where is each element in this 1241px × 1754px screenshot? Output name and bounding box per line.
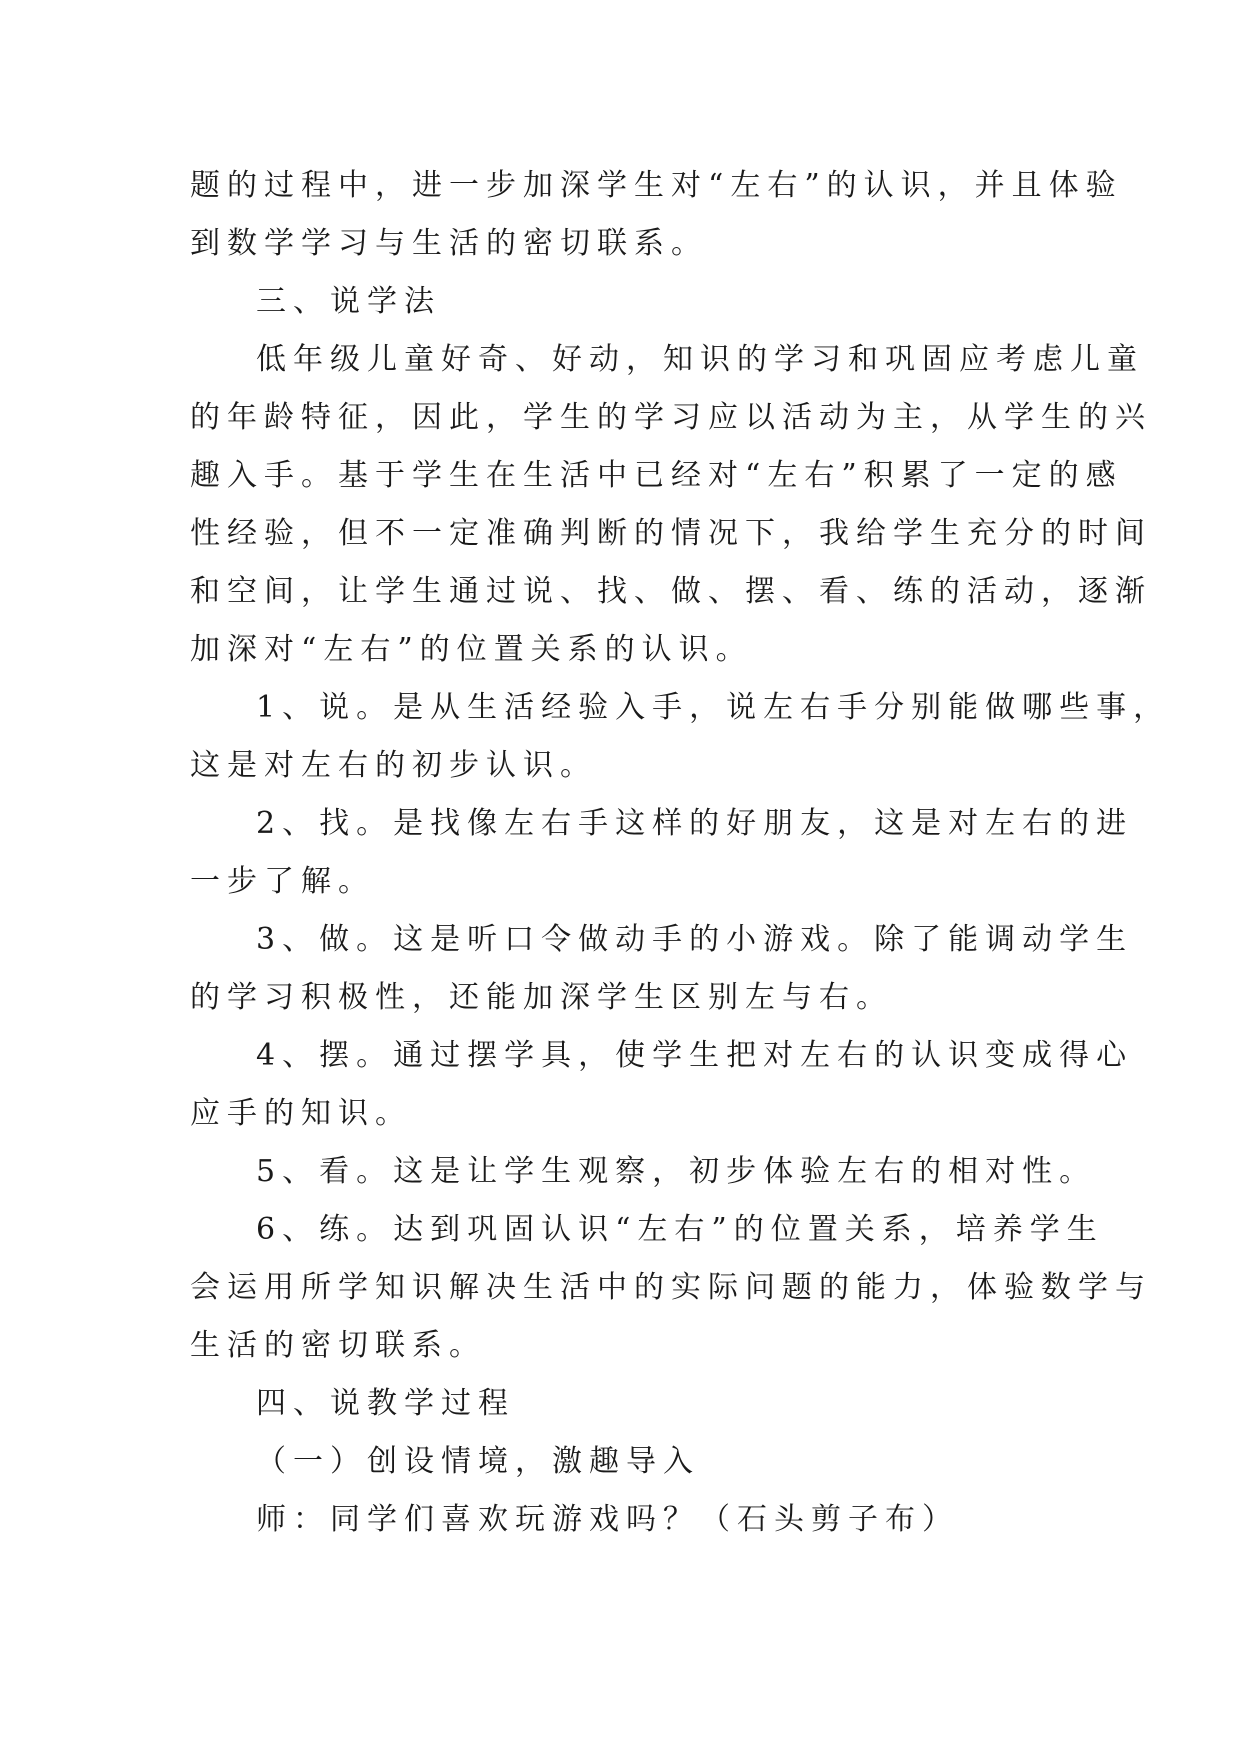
list-item: 3、做。这是听口令做动手的小游戏。除了能调动学生 [256,922,1134,957]
text-line: 生活的密切联系。 [190,1328,486,1363]
text-line: 的年龄特征，因此，学生的学习应以活动为主，从学生的兴 [190,400,1152,435]
text-line: 一步了解。 [190,864,375,899]
text-line: 师：同学们喜欢玩游戏吗？（石头剪子布） [256,1502,959,1537]
list-item: 6、练。达到巩固认识“左右”的位置关系，培养学生 [256,1212,1104,1247]
list-item: 1、说。是从生活经验入手，说左右手分别能做哪些事， [256,690,1171,725]
text-line: 和空间，让学生通过说、找、做、摆、看、练的活动，逐渐 [190,574,1152,609]
text-line: 的学习积极性，还能加深学生区别左与右。 [190,980,893,1015]
text-line: 低年级儿童好奇、好动，知识的学习和巩固应考虑儿童 [256,342,1144,377]
text-line: 加深对“左右”的位置关系的认识。 [190,632,753,667]
text-line: 会运用所学知识解决生活中的实际问题的能力，体验数学与 [190,1270,1152,1305]
text-line: 性经验，但不一定准确判断的情况下，我给学生充分的时间 [190,516,1152,551]
list-item: 5、看。这是让学生观察，初步体验左右的相对性。 [256,1154,1097,1189]
section-heading: 四、说教学过程 [256,1386,515,1421]
text-line: 趣入手。基于学生在生活中已经对“左右”积累了一定的感 [190,458,1123,493]
text-line: 应手的知识。 [190,1096,412,1131]
section-heading: 三、说学法 [256,284,441,319]
list-item: 2、找。是找像左右手这样的好朋友，这是对左右的进 [256,806,1134,841]
text-line: 题的过程中，进一步加深学生对“左右”的认识，并且体验 [190,168,1123,203]
list-item: 4、摆。通过摆学具，使学生把对左右的认识变成得心 [256,1038,1134,1073]
subsection-heading: （一）创设情境，激趣导入 [256,1444,700,1479]
text-line: 到数学学习与生活的密切联系。 [190,226,708,261]
text-line: 这是对左右的初步认识。 [190,748,597,783]
